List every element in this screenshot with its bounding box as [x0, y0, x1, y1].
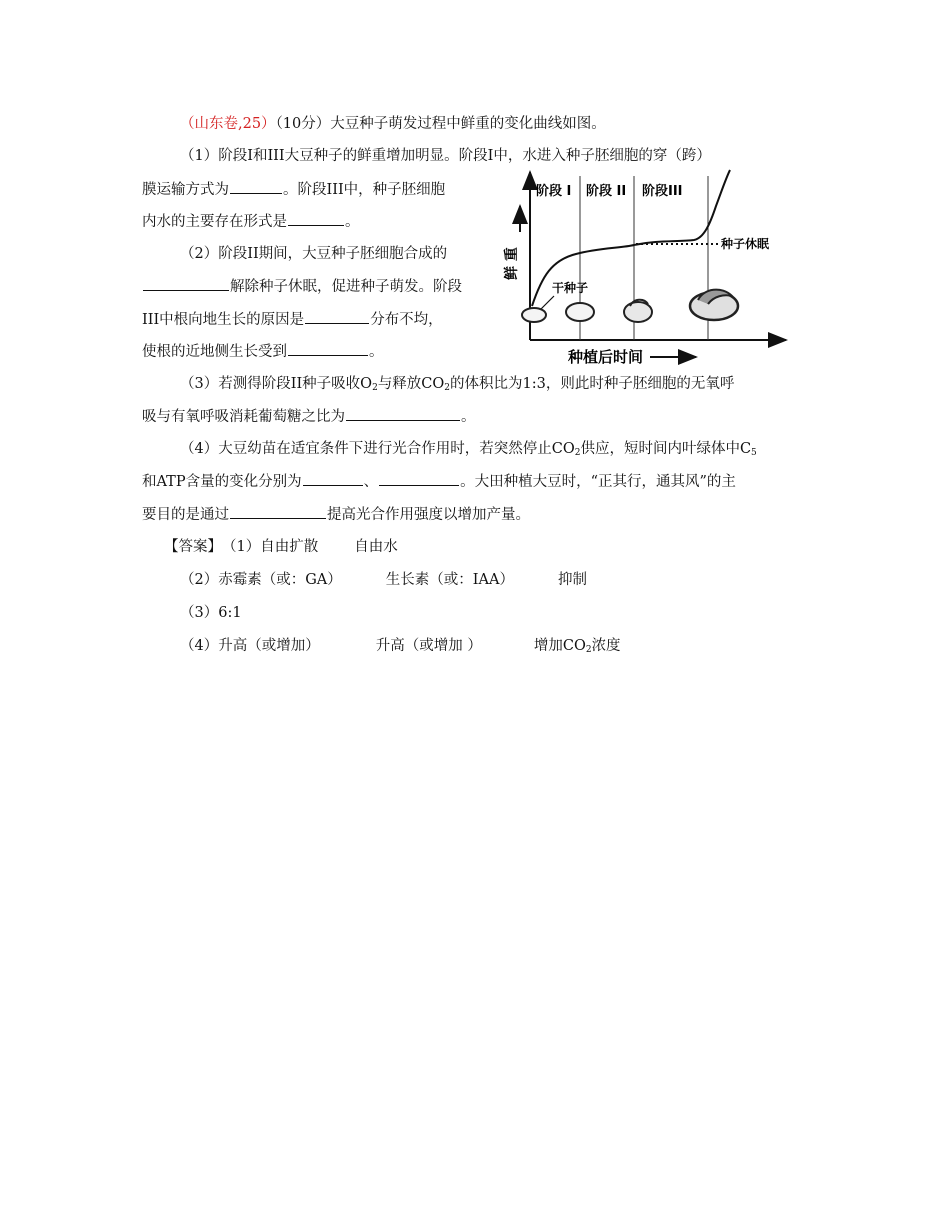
part4-text: 供应，短时间内叶绿体中C — [580, 441, 752, 457]
answer-blank[interactable] — [288, 341, 368, 356]
answer-text: （4）升高（或增加） — [180, 638, 320, 654]
part1-text: 。阶段III中，种子胚细胞 — [283, 182, 446, 198]
seed-icon — [522, 308, 546, 322]
part3-text: 的体积比为1:3，则此时种子胚细胞的无氧呼 — [450, 376, 735, 392]
part4-text: 提高光合作用强度以增加产量。 — [327, 507, 530, 523]
part1-text: 膜运输方式为 — [142, 182, 229, 198]
answer-text: （1）自由扩散 — [222, 539, 319, 555]
question-header — [180, 114, 606, 134]
stage-label: 阶段 II — [586, 184, 627, 199]
subscript: 5 — [751, 448, 757, 458]
part1-line2 — [142, 179, 445, 200]
stage-label: 阶段III — [642, 184, 683, 199]
answer-line1 — [164, 537, 398, 557]
answer-text: （2）赤霉素（或：GA） — [180, 572, 342, 588]
part4-line1 — [180, 439, 757, 463]
part1-text: 。 — [345, 214, 360, 230]
part4-text: 。大田种植大豆时，“正其行，通其风”的主 — [460, 474, 736, 490]
answer-blank[interactable] — [230, 179, 282, 194]
subscript: 2 — [574, 448, 581, 458]
part2-text: III中根向地生长的原因是 — [142, 312, 305, 328]
answer-blank[interactable] — [230, 504, 326, 519]
part3-text: 与释放CO — [377, 376, 445, 392]
answer-line3 — [180, 603, 242, 623]
part3-text: 吸与有氧呼吸消耗葡萄糖之比为 — [142, 409, 345, 425]
part2-text: 。 — [369, 344, 384, 360]
part4-line2 — [142, 471, 736, 492]
part2-text: 分布不均， — [370, 312, 443, 328]
fresh-weight-diagram — [504, 168, 790, 368]
answer-label: 【答案】 — [164, 539, 222, 555]
question-stem: 大豆种子萌发过程中鲜重的变化曲线如图。 — [330, 116, 606, 132]
answer-text: 自由水 — [354, 539, 398, 555]
question-source: （山东卷,25） — [180, 116, 276, 132]
x-axis-label: 种植后时间 — [568, 348, 644, 366]
answer-blank[interactable] — [288, 211, 344, 226]
part3-text: 。 — [461, 409, 476, 425]
part4-text: 和ATP含量的变化分别为 — [142, 474, 302, 490]
dry-seed-label: 干种子 — [552, 281, 589, 295]
part1-text: 内水的主要存在形式是 — [142, 214, 287, 230]
answer-text: 生长素（或：IAA） — [385, 572, 514, 588]
part3-text: （3）若测得阶段II种子吸收O — [180, 376, 373, 392]
answer-text: 升高（或增加 ） — [375, 638, 482, 654]
part4-text: 、 — [363, 474, 379, 490]
part1-line3 — [142, 211, 360, 232]
answer-text: 抑制 — [557, 572, 587, 588]
dry-seed-pointer — [540, 296, 554, 310]
answer-blank[interactable] — [303, 471, 363, 486]
answer-blank[interactable] — [379, 471, 459, 486]
question-points: （10分） — [275, 116, 331, 132]
part3-line1 — [180, 374, 734, 398]
subscript: 2 — [372, 383, 378, 393]
dormancy-label: 种子休眠 — [721, 237, 770, 251]
y-axis-label: 鲜 重 — [504, 247, 520, 280]
answer-line2 — [180, 570, 587, 590]
answer-blank[interactable] — [305, 309, 369, 324]
sprouting-seed-icon — [624, 302, 652, 322]
answer-text: 增加$CO_2$浓度 — [533, 638, 621, 655]
part2-line2 — [142, 276, 462, 297]
seed-icon — [566, 303, 594, 321]
stage-label: 阶段 I — [536, 184, 572, 199]
answer-blank[interactable] — [143, 276, 229, 291]
part4-text: 要目的是通过 — [142, 507, 229, 523]
answer-blank[interactable] — [346, 406, 460, 421]
part2-line1 — [180, 244, 447, 264]
fresh-weight-figure — [504, 168, 790, 368]
part2-text: （2）阶段II期间，大豆种子胚细胞合成的 — [180, 246, 448, 262]
part1-text: （1）阶段I和III大豆种子的鲜重增加明显。阶段I中，水进入种子胚细胞的穿（跨） — [180, 148, 711, 164]
subscript: 2 — [444, 383, 451, 393]
part3-line2 — [142, 406, 476, 427]
part4-line3 — [142, 504, 530, 525]
part1-line1 — [180, 146, 711, 166]
answer-text: （3）6:1 — [180, 605, 242, 621]
answer-line4 — [180, 636, 621, 660]
part2-line3 — [142, 309, 443, 330]
part2-line4 — [142, 341, 384, 362]
part2-text: 使根的近地侧生长受到 — [142, 344, 287, 360]
part2-text: 解除种子休眠，促进种子萌发。阶段 — [230, 279, 462, 295]
part4-text: （4）大豆幼苗在适宜条件下进行光合作用时，若突然停止CO — [180, 441, 575, 457]
